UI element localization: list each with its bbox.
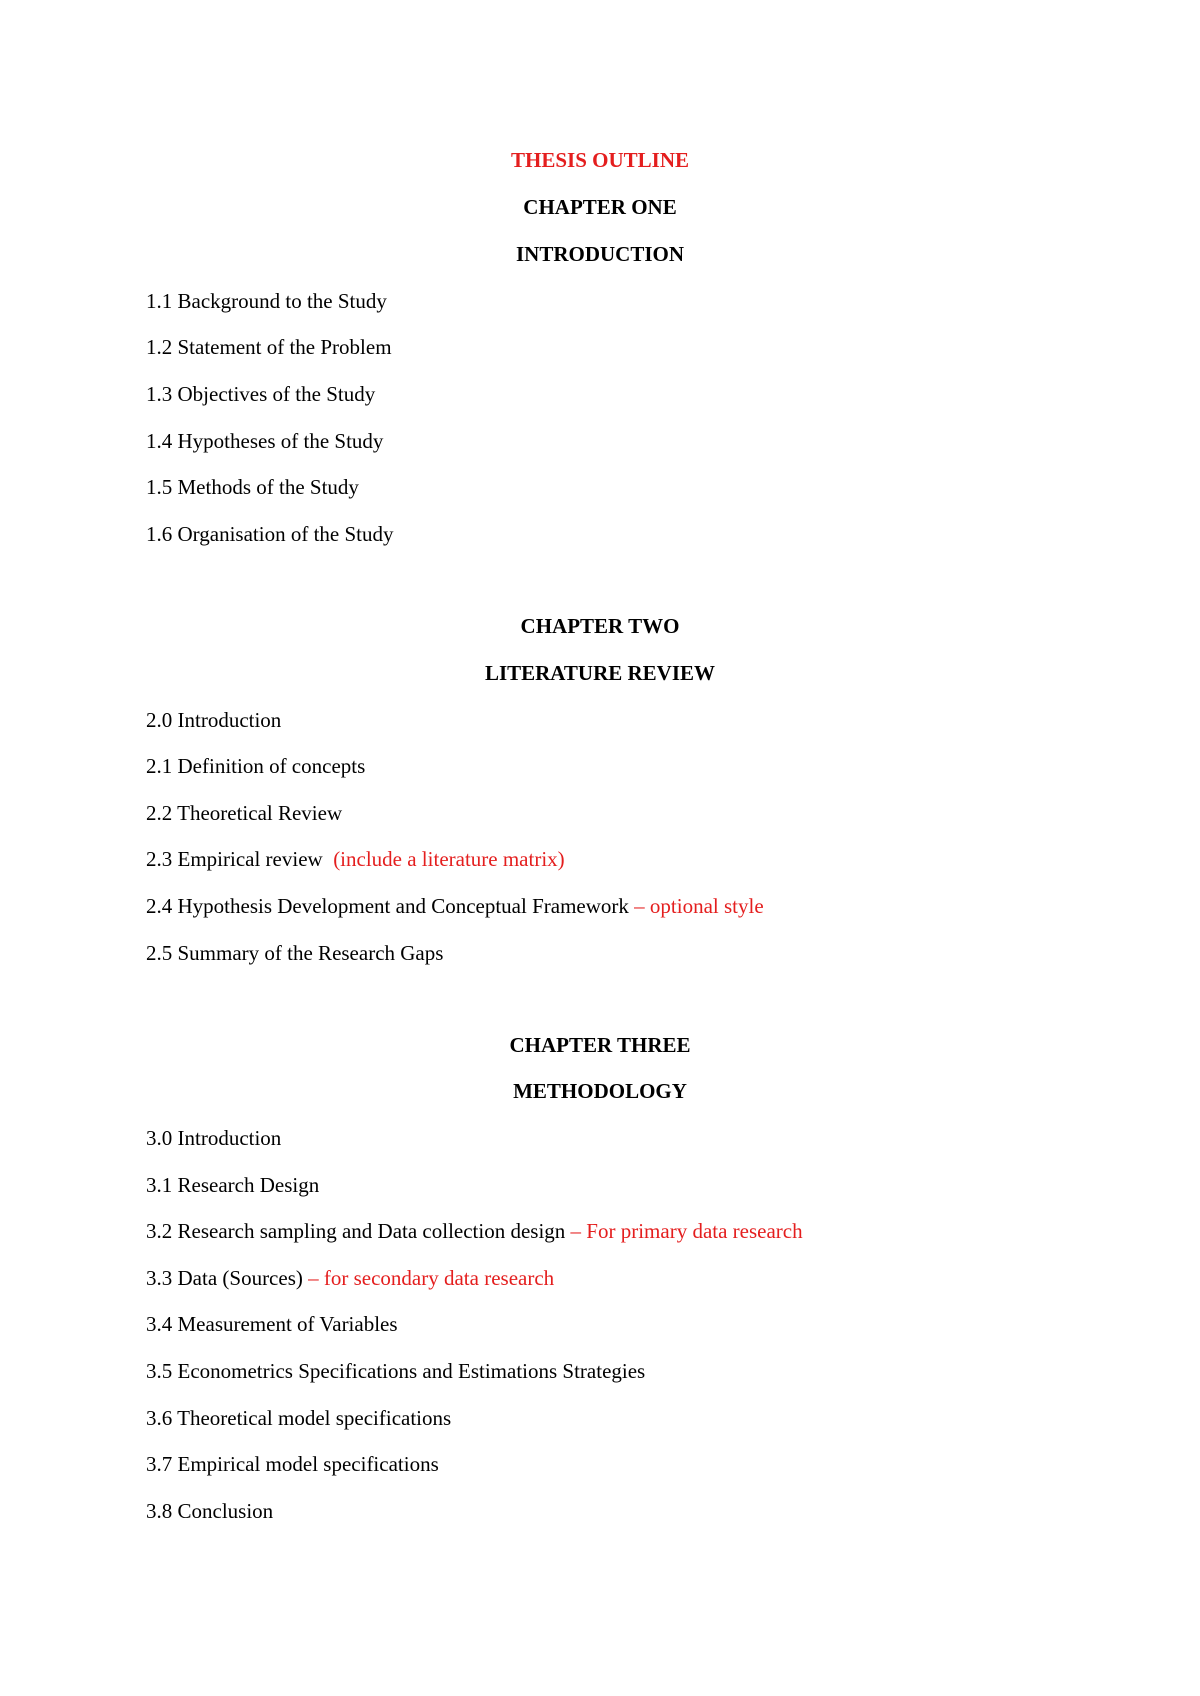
item-note: (include a literature matrix) [333,847,565,871]
outline-item-2-3 [146,845,565,873]
item-note: – optional style [634,894,764,918]
item-text: 2.5 Summary of the Research Gaps [146,941,444,965]
item-text: 3.2 Research sampling and Data collection design [146,1219,571,1243]
item-text: 2.1 Definition of concepts [146,754,366,778]
item-text: 3.0 Introduction [146,1126,282,1150]
document-title: THESIS OUTLINE [511,148,689,172]
item-text: 2.0 Introduction [146,708,282,732]
item-text: 3.4 Measurement of Variables [146,1312,398,1336]
item-text: 3.8 Conclusion [146,1499,274,1523]
outline-item-2-2 [146,799,342,827]
outline-item-1-6 [146,520,394,548]
outline-item-3-1 [146,1171,319,1199]
outline-item-2-1 [146,752,365,780]
item-text: 3.3 Data (Sources) [146,1266,309,1290]
outline-item-1-4 [146,427,383,455]
item-text: 3.1 Research Design [146,1173,320,1197]
item-text: 1.5 Methods of the Study [146,475,359,499]
outline-item-1-5 [146,473,359,501]
chapter-two-heading: LITERATURE REVIEW [484,661,716,685]
outline-item-3-5 [146,1357,645,1385]
outline-item-1-2 [146,333,392,361]
item-text: 3.7 Empirical model specifications [146,1452,439,1476]
item-text: 3.6 Theoretical model specifications [146,1406,452,1430]
chapter-two-label: CHAPTER TWO [520,614,680,638]
chapter-three-label: CHAPTER THREE [509,1033,691,1057]
outline-item-3-3 [146,1264,554,1292]
outline-item-2-5 [146,939,443,967]
outline-item-3-4 [146,1310,398,1338]
item-text: 1.3 Objectives of the Study [146,382,376,406]
outline-item-3-8 [146,1497,273,1525]
outline-item-3-2 [146,1217,803,1245]
outline-item-1-3 [146,380,375,408]
item-text: 2.3 Empirical review [146,847,334,871]
outline-item-2-0 [146,706,281,734]
item-note: – For primary data research [570,1219,803,1243]
outline-item-1-1 [146,287,387,315]
item-text: 1.2 Statement of the Problem [146,335,392,359]
item-text: 1.1 Background to the Study [146,289,387,313]
item-note: – for secondary data research [308,1266,555,1290]
item-text: 1.4 Hypotheses of the Study [146,429,384,453]
outline-item-3-6 [146,1404,451,1432]
item-text: 1.6 Organisation of the Study [146,522,394,546]
item-text: 2.2 Theoretical Review [146,801,343,825]
chapter-three-heading: METHODOLOGY [513,1079,687,1103]
chapter-one-heading: INTRODUCTION [515,242,685,266]
outline-item-3-7 [146,1450,439,1478]
item-text: 3.5 Econometrics Specifications and Estimations Strategies [146,1359,646,1383]
chapter-one-label: CHAPTER ONE [523,195,677,219]
outline-item-3-0 [146,1124,281,1152]
outline-item-2-4 [146,892,764,920]
item-text: 2.4 Hypothesis Development and Conceptual Framework [146,894,635,918]
